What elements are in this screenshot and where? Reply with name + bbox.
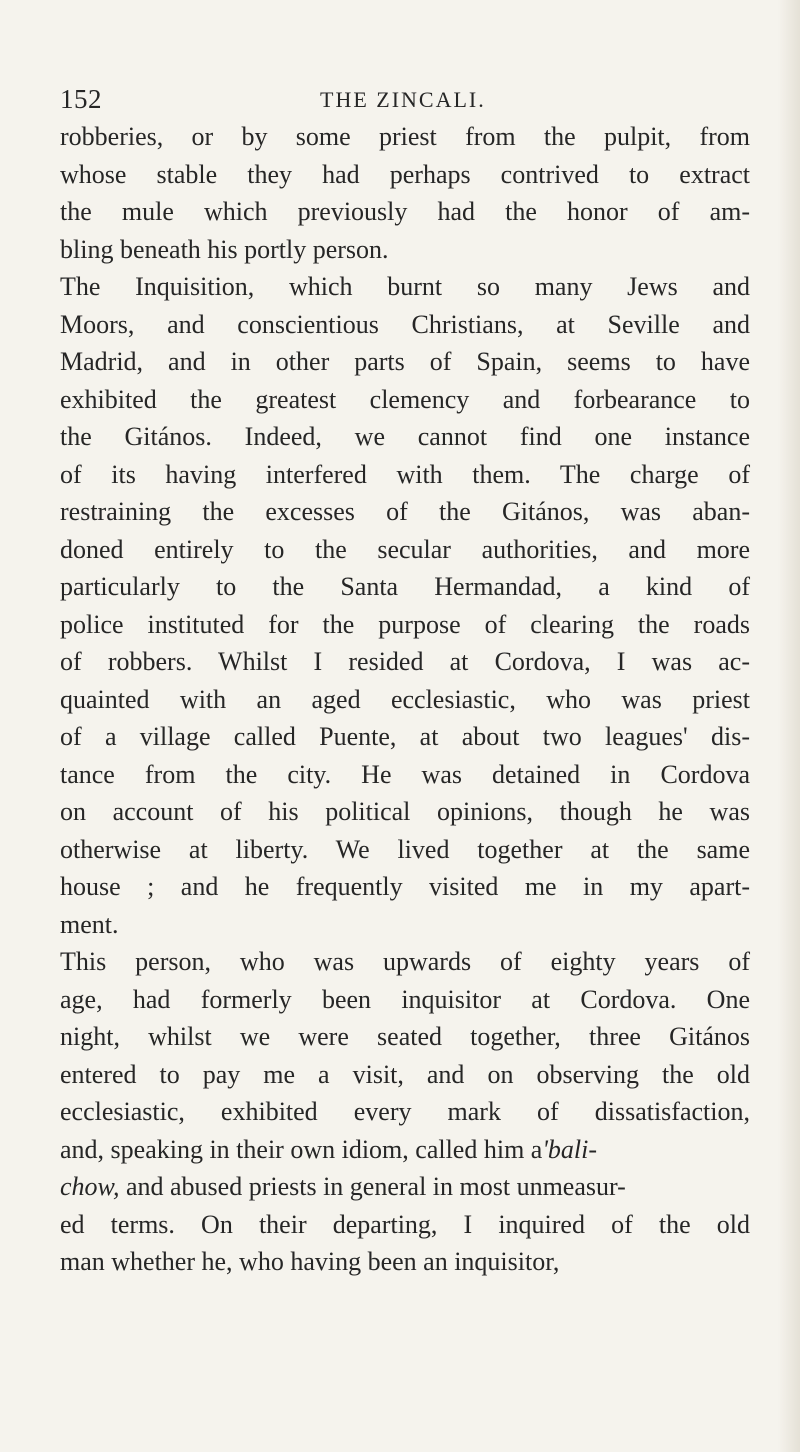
text-line: This person, who was upwards of eighty years of — [60, 947, 750, 976]
italic-word: 'bali- — [542, 1134, 598, 1164]
page-number: 152 — [60, 84, 102, 114]
text-line: quainted with an aged ecclesiastic, who was priest — [60, 684, 750, 714]
text-line: doned entirely to the secular authorities, and more — [60, 534, 750, 564]
text-line: The Inquisition, which burnt so many Jews and — [60, 272, 750, 301]
text-line: whose stable they had perhaps contrived to extract — [60, 159, 750, 189]
text-segment: and, speaking in their own idiom, called him a — [60, 1134, 543, 1164]
text-line: police instituted for the purpose of clearing the roads — [60, 609, 750, 639]
text-segment: and abused priests in general in most unmeasur- — [119, 1172, 626, 1201]
text-line: the mule which previously had the honor of am- — [60, 197, 750, 226]
text-line: on account of his political opinions, though he was — [60, 797, 750, 826]
text-line: age, had formerly been inquisitor at Cordova. One — [60, 984, 750, 1014]
text-line: of its having interfered with them. The charge of — [60, 459, 750, 489]
text-line: ed terms. On their departing, I inquired of the old — [60, 1209, 750, 1239]
text-line: Madrid, and in other parts of Spain, seems to have — [60, 347, 750, 376]
running-title: THE ZINCALI. — [320, 87, 486, 112]
text-line: of robbers. Whilst I resided at Cordova, I was ac- — [60, 647, 750, 676]
text-line: tance from the city. He was detained in Cordova — [60, 759, 750, 789]
body-text — [60, 118, 750, 1281]
text-line: ecclesiastic, exhibited every mark of dissatisfaction, — [60, 1097, 750, 1126]
text-line: entered to pay me a visit, and on observing the old — [60, 1059, 750, 1089]
text-line — [60, 1131, 750, 1169]
page-header — [60, 84, 740, 120]
page-edge-shadow — [778, 0, 800, 1452]
text-line: night, whilst we were seated together, three Gitános — [60, 1022, 750, 1051]
text-line: the Gitános. Indeed, we cannot find one instance — [60, 422, 750, 451]
text-line: man whether he, who having been an inquisitor, — [60, 1247, 560, 1276]
text-line — [60, 1168, 750, 1206]
text-line: of a village called Puente, at about two leagues' dis- — [60, 722, 750, 751]
text-line: particularly to the Santa Hermandad, a kind of — [60, 572, 750, 601]
text-line: otherwise at liberty. We lived together at the same — [60, 834, 750, 864]
text-line: ment. — [60, 909, 119, 939]
text-line: bling beneath his portly person. — [60, 234, 389, 264]
text-line: exhibited the greatest clemency and forbearance to — [60, 384, 750, 414]
text-line: restraining the excesses of the Gitános, was aban- — [60, 497, 750, 526]
text-line: house ; and he frequently visited me in my apart- — [60, 872, 750, 901]
text-line: robberies, or by some priest from the pulpit, from — [60, 122, 750, 151]
italic-word: chow, — [60, 1172, 120, 1201]
text-line: Moors, and conscientious Christians, at Seville and — [60, 309, 750, 339]
